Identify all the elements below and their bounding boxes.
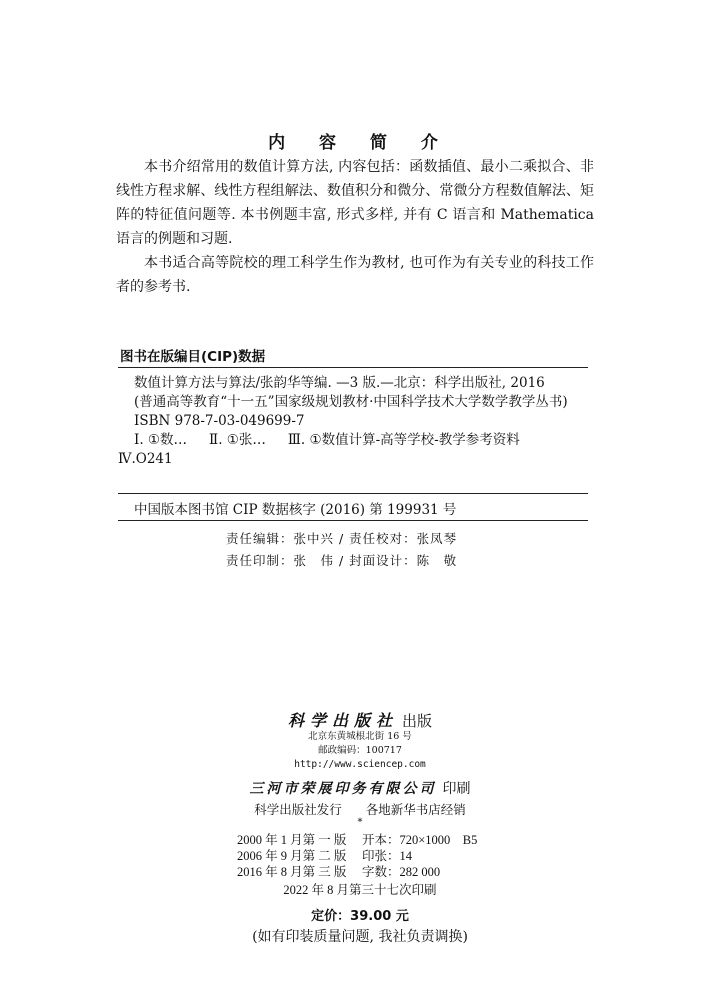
cip-top-rule — [118, 367, 588, 368]
summary-title: 内 容 简 介 — [268, 133, 452, 153]
edition-info — [237, 832, 477, 880]
cip-check-number: 中国版本图书馆 CIP 数据核字 (2016) 第 199931 号 — [134, 502, 457, 518]
cip-title-line: 数值计算方法与算法/张韵华等编. —3 版.—北京：科学出版社, 2016 — [134, 375, 545, 391]
address-line: 北京东黄城根北街 16 号 — [308, 731, 412, 742]
cip-record — [118, 374, 590, 469]
summary-paragraph: 本书介绍常用的数值计算方法, 内容包括：函数插值、最小二乘拟合、非线性方程求解、线性方程组解法、数值积分和微分、常微分方程数值解法、矩阵的特征值问题等. 本书例题丰富, 形式多样, 并有 C 语言和 Mathematica 语言的例题和习题. — [116, 159, 594, 247]
printer-line — [0, 778, 720, 798]
publisher-line — [0, 708, 720, 731]
issuer-text: 科学出版社发行 — [254, 802, 342, 817]
cip-class-1: Ⅰ. ①数… — [134, 432, 188, 448]
reprint-line: 2022 年 8 月第三十七次印刷 — [283, 883, 437, 897]
cip-class-3: Ⅲ. ①数值计算-高等学校-教学参考资料 — [287, 432, 520, 448]
publisher-url: http://www.sciencep.com — [294, 759, 426, 770]
cip-bottom-rule — [118, 520, 588, 521]
publisher-address — [0, 730, 720, 772]
price-label: 定价：39.00 元 — [311, 909, 409, 924]
cip-heading: 图书在版编目(CIP)数据 — [120, 349, 266, 365]
publisher-action: 出版 — [402, 712, 433, 730]
edition-row: 2016 年 8 月第 三 版 字数：282 000 — [237, 865, 441, 879]
cip-class-2: Ⅱ. ①张… — [209, 432, 266, 448]
distribution-line — [0, 800, 720, 818]
edition-row: 2000 年 1 月第 一 版 开本：720×1000 B5 — [237, 833, 478, 847]
staff-line-editors: 责任编辑：张中兴 / 责任校对：张凤琴 — [226, 531, 458, 546]
cip-series-line: (普通高等教育“十一五”国家级规划教材·中国科学技术大学数学教学丛书) — [134, 394, 568, 410]
printer-logo: 三河市荣展印务有限公司 — [249, 781, 437, 797]
quality-notice: (如有印装质量问题, 我社负责调换) — [252, 929, 468, 945]
cip-isbn: ISBN 978-7-03-049699-7 — [134, 413, 305, 429]
staff-credits — [226, 528, 457, 572]
separator-star: * — [357, 817, 363, 828]
summary-paragraph: 本书适合高等院校的理工科学生作为教材, 也可作为有关专业的科技工作者的参考书. — [116, 255, 594, 295]
printer-action: 印刷 — [442, 781, 471, 797]
cip-class-4: Ⅳ.O241 — [118, 451, 173, 467]
publisher-logo: 科学出版社 — [287, 711, 398, 730]
staff-line-production: 责任印制：张 伟 / 封面设计：陈 敬 — [226, 553, 458, 568]
cip-mid-rule — [118, 493, 588, 494]
edition-row: 2006 年 9 月第 二 版 印张：14 — [237, 849, 413, 863]
seller-text: 各地新华书店经销 — [365, 802, 466, 817]
summary-text — [116, 155, 594, 299]
postcode-line: 邮政编码：100717 — [318, 745, 402, 756]
cip-classification — [118, 431, 590, 450]
